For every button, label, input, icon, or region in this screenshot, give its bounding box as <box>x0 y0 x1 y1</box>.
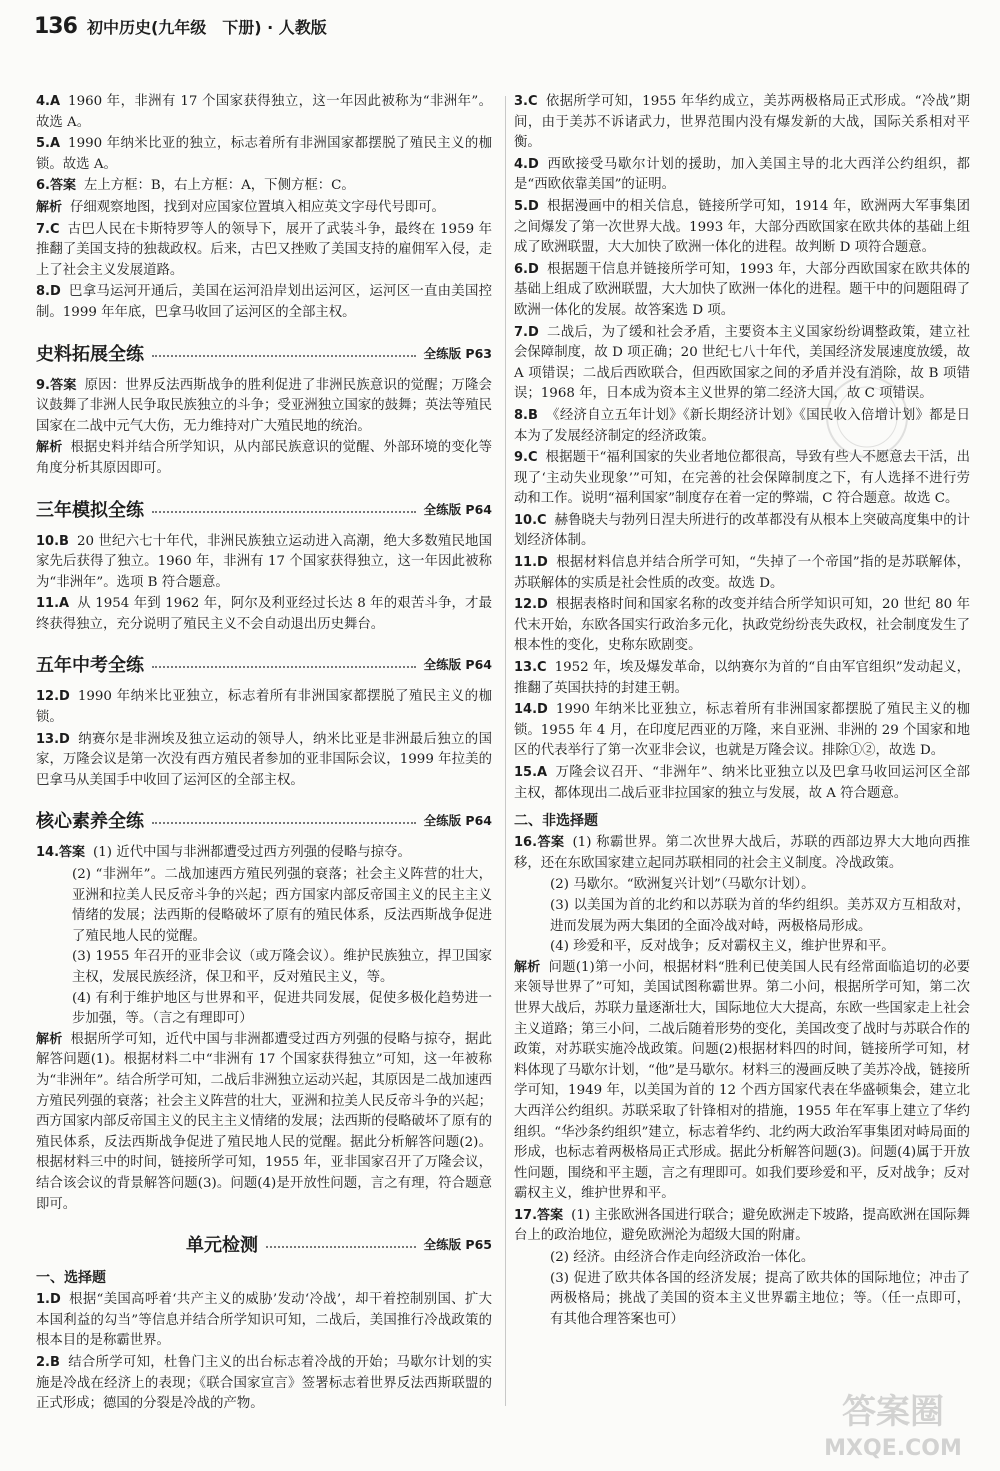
answer-number: 解析 <box>514 959 541 975</box>
answer-text: (3) 1955 年召开的亚非会议（或万隆会议）。维护民族独立，捍卫国家主权，发展民族经济，保卫和平，反对殖民主义，等。 <box>72 949 492 985</box>
answer-entry <box>36 438 492 479</box>
answer-text: 古巴人民在卡斯特罗等人的领导下，展开了武装斗争，最终在 1959 年推翻了美国支持的独裁政权。后来，古巴又挫败了美国支持的雇佣军入侵，走上了社会主义发展道路。 <box>36 221 492 278</box>
page-header <box>34 8 327 44</box>
answer-text: 问题(1)第一小问，根据材料“胜利已使美国人民有经常面临追切的必要来领导世界了”可知，美国试图称霸世界。第二小问，根据所学可知，第二次世界大战后，苏联力量逐渐壮大，国际地位大大提高，东欧一些国家走上社会主义道路；第三小问，二战后随着形势的变化，美国改变了战时与苏联合作的政策，对苏联实施冷战政策。问题(2)根据材料四的时间，链接所学可知，材料体现了马歇尔计划，“他”是马歇尔。材料三的漫画反映了美苏冷战，链接所学可知，1949 年，以美国为首的 12 个西方国家代表在华盛顿集会，建立北大西洋公约组织。苏联采取了针锋相对的措施，1955 年在军事上建立了华约组织。“华沙条约组织”建立，标志着华约、北约两大政治军事集团对峙局面的形成，也标志着两极格局正式形成。据此分析解答问题(3)。问题(4)属于开放性问题，围绕和平主题，言之有理即可。如我们要珍爱和平，反对战争；反对霸权主义，维护世界和平。 <box>514 959 970 1202</box>
answer-text: (3) 以美国为首的北约和以苏联为首的华约组织。美苏双方互相敌对，进而发展为两大集团的全面冷战对峙，两极格局形成。 <box>550 897 970 934</box>
answer-entry <box>514 595 970 657</box>
answer-entry <box>514 896 970 937</box>
section-ref: 全练版 P64 <box>423 657 492 673</box>
answer-text: 1952 年，埃及爆发革命，以纳赛尔为首的“自由军官组织”发动起义，推翻了英国扶持的封建王朝。 <box>514 660 970 696</box>
answer-number: 13.D <box>36 731 70 747</box>
answer-number: 解析 <box>36 199 63 215</box>
question-16-answer <box>514 833 970 1205</box>
answer-number: 3.C <box>514 94 538 109</box>
dotted-leader <box>152 511 416 513</box>
section-title: 三年模拟全练 <box>36 499 144 521</box>
section-ref: 全练版 P63 <box>423 345 492 361</box>
answer-entry <box>36 687 492 728</box>
answer-number: 5.A <box>36 136 61 152</box>
answer-text: 根据漫画中的相关信息，链接所学可知，1914 年，欧洲两大军事集团之间爆发了第一次世界大战。1993 年，大部分西欧国家在欧共体的基础上组成了欧洲联盟，大大加快了欧洲一体化的进程。故判断 D 项符合题意。 <box>514 198 970 256</box>
answer-text: 仔细观察地图，找到对应国家位置填入相应英文字母代号即可。 <box>70 199 445 215</box>
answer-entry <box>514 763 970 804</box>
answer-text: 西欧接受马歇尔计划的援助，加入美国主导的北大西洋公约组织，都是“西欧依靠美国”的证明。 <box>514 156 970 193</box>
answer-text: 万隆会议召开、“非洲年”、纳米比亚独立以及巴拿马收回运河区全部主权，都体现出二战后亚非拉国家的独立与发展，故 A 符合题意。 <box>514 765 970 801</box>
answer-entry <box>36 1290 492 1352</box>
answer-entry <box>36 594 492 635</box>
answers-lesson <box>36 92 492 324</box>
answer-text: (2) 马歇尔。“欧洲复兴计划”（马歇尔计划）。 <box>550 877 815 893</box>
answer-text: 根据所学可知，近代中国与非洲都遭受过西方列强的侵略与掠夺，据此解答问题(1)。根据材料二中“非洲有 17 个国家获得独立”可知，这一年被称为“非洲年”。结合所学可知，二战后非洲独立运动兴起，其原因是二战加速西方殖民列强的衰落；社会主义阵营的壮大，亚洲和拉美人民反帝斗争的兴起；西方国家内部反帝国主义的民主主义情绪的发展；法西斯的侵略破坏了原有的殖民体系，反法西斯战争促进了殖民地人民的觉醒。据此分析解答问题(2)。根据材料三中的时间，链接所学可知，1955 年，亚非国家召开了万隆会议，结合该会议的背景解答问题(3)。问题(4)是开放性问题，言之有理，符合题意即可。 <box>36 1031 492 1212</box>
section-title: 核心素养全练 <box>36 811 144 833</box>
answer-number: 16.答案 <box>514 835 565 851</box>
section-header-danyuan <box>36 1227 492 1261</box>
answer-number: 14.D <box>514 702 548 718</box>
answer-entry <box>36 1030 492 1215</box>
answer-number: 11.A <box>36 596 70 612</box>
answer-entry <box>514 1206 970 1247</box>
answer-text: 根据题干信息并链接所学可知，1993 年，大部分西欧国家在欧共体的基础上组成了欧洲联盟，大大加快了欧洲一体化的进程。题干中的问题阻碍了欧洲一体化的发展。故答案选 D 项。 <box>514 261 970 318</box>
answer-number: 14.答案 <box>36 845 86 861</box>
answer-text: 20 世纪六七十年代，非洲民族独立运动进入高潮，绝大多数殖民地国家先后获得了独立。1960 年，非洲有 17 个国家获得独立，这一年因此被称为“非洲年”。选项 B 符合题意。 <box>36 533 492 590</box>
answer-entry <box>514 658 970 699</box>
answer-number: 7.C <box>36 221 60 237</box>
answer-text: 赫鲁晓夫与勃列日涅夫所进行的改革都没有从根本上突破高度集中的计划经济体制。 <box>514 512 970 549</box>
answer-text: 原因：世界反法西斯战争的胜利促进了非洲民族意识的觉醒；万隆会议鼓舞了非洲人民争取民族独立的斗争；受亚洲独立国家的鼓舞；英法等殖民国家在二战中元气大伤，无力维持对广大殖民地的统治。 <box>36 377 493 434</box>
answer-entry <box>36 198 492 219</box>
wunian-answers <box>36 687 492 791</box>
answer-text: (4) 珍爱和平，反对战争；反对霸权主义，维护世界和平。 <box>550 939 895 955</box>
section-ref: 全练版 P64 <box>423 501 492 517</box>
answer-number: 5.D <box>514 198 539 214</box>
answer-number: 解析 <box>36 440 63 456</box>
book-title: 初中历史(九年级 下册) · 人教版 <box>86 17 327 37</box>
answer-text: 根据“美国高呼着‘共产主义的威胁’发动‘冷战’，却干着控制别国、扩大本国利益的勾当”等信息并结合所学知识可知，二战后，美国推行冷战政策的根本目的是称霸世界。 <box>36 1292 492 1349</box>
answer-text: (2) “非洲年”。二战加速西方殖民列强的衰落；社会主义阵营的壮大，亚洲和拉美人民反帝斗争的兴起；西方国家内部反帝国主义的民主主义情绪的发展；法西斯的侵略破坏了原有的殖民体系，反法西斯战争促进了殖民地人民的觉醒。 <box>72 867 492 944</box>
answer-entry <box>36 843 492 864</box>
answer-entry <box>36 134 492 175</box>
answer-number: 1.D <box>36 1292 61 1308</box>
answer-text: 根据史料并结合所学知识，从内部民族意识的觉醒、外部环境的变化等角度分析其原因即可。 <box>36 440 492 476</box>
answer-number: 2.B <box>36 1354 60 1370</box>
answer-number: 12.D <box>36 689 70 705</box>
answer-entry <box>514 937 970 958</box>
answer-number: 6.答案 <box>36 178 76 194</box>
answer-number: 4.D <box>514 156 539 172</box>
section-header-sannian <box>36 492 492 526</box>
section-ref: 全练版 P65 <box>423 1237 492 1253</box>
section-title: 史料拓展全练 <box>36 343 144 365</box>
answer-entry <box>514 700 970 762</box>
answer-text: 结合所学可知，杜鲁门主义的出台标志着冷战的开始；马歇尔计划的实施是冷战在经济上的表现；《联合国家宣言》签署标志着世界反法西斯联盟的正式形成；德国的分裂是冷战的产物。 <box>36 1354 492 1412</box>
answer-number: 9.C <box>514 450 538 466</box>
answer-text: 从 1954 年到 1962 年，阿尔及利亚经过长达 8 年的艰苦斗争，才最终获得独立，充分说明了殖民主义不会自动退出历史舞台。 <box>36 596 492 632</box>
answer-entry <box>36 532 492 594</box>
answer-text: 根据题干“福利国家的失业者地位都很高，导致有些人不愿意去干活，出现了‘主动失业现象’”可知，在完善的社会保障制度之下，有人选择不进行劳动和工作。说明“福利国家”制度存在着一定的弊端，C 符合题意。故选 C。 <box>514 450 970 507</box>
answer-entry <box>514 1269 970 1331</box>
watermark-brand: 答案圈 <box>842 1392 944 1432</box>
answer-text: 1960 年，非洲有 17 个国家获得独立，这一年因此被称为“非洲年”。故选 A。 <box>36 94 492 130</box>
answer-number: 7.D <box>514 324 539 340</box>
page-number: 136 <box>34 13 77 39</box>
answer-text: 巴拿马运河开通后，美国在运河沿岸划出运河区，运河区一直由美国控制。1999 年年底，巴拿马收回了运河区的全部主权。 <box>36 284 492 320</box>
column-divider <box>505 96 506 1406</box>
section-header-hexin <box>36 803 492 837</box>
answer-entry <box>36 947 492 988</box>
dotted-leader <box>152 355 416 357</box>
answer-text: 1990 年纳米比亚的独立，标志着所有非洲国家都摆脱了殖民主义的枷锁。故选 A。 <box>36 136 492 172</box>
answer-text: 根据表格时间和国家名称的改变并结合所学知识可知，20 世纪 80 年代末开始，东欧各国实行政治多元化，执政党纷纷丧失政权，社会制度发生了根本性的变化，史称东欧剧变。 <box>514 597 970 654</box>
answer-entry <box>514 92 970 154</box>
answer-entry <box>514 260 970 322</box>
answer-entry <box>514 1248 970 1269</box>
answer-text: 二战后，为了缓和社会矛盾，主要资本主义国家纷纷调整政策，建立社会保障制度，故 D 项正确；20 世纪七八十年代，美国经济发展速度放缓，故 A 项错误；二战后西欧联合，但西欧国家之间的矛盾并没有消除，故 B 项错误；1968 年，日本成为资本主义世界的第二经济大国，故 C 项错误。 <box>514 324 970 402</box>
faint-stamp-graphic <box>822 372 912 462</box>
question-17-answer <box>514 1206 970 1331</box>
answer-number: 6.D <box>514 261 539 277</box>
answer-entry <box>36 730 492 792</box>
answer-entry <box>36 865 492 947</box>
answer-text: (1) 近代中国与非洲都遭受过西方列强的侵略与掠夺。 <box>93 845 411 861</box>
hexin-answers <box>36 843 492 1215</box>
answer-entry <box>36 282 492 323</box>
section-header-wunian <box>36 647 492 681</box>
dotted-leader <box>152 822 416 824</box>
answer-entry <box>514 511 970 552</box>
answer-text: 根据材料信息并结合所学可知，“失掉了一个帝国”指的是苏联解体，苏联解体的实质是社会性质的改变。故选 D。 <box>514 555 970 591</box>
answer-number: 15.A <box>514 765 548 780</box>
answer-text: (3) 促进了欧共体各国的经济发展；提高了欧共体的国际地位；冲击了两极格局；挑战了美国的资本主义世界霸主地位；等。（任一点即可，有其他合理答案也可） <box>550 1270 970 1327</box>
answer-entry <box>36 376 492 438</box>
answer-entry <box>36 989 492 1030</box>
answer-entry <box>36 220 492 282</box>
answer-number: 10.B <box>36 533 69 549</box>
answer-text: (1) 主张欧洲各国进行联合；避免欧洲走下坡路，提高欧洲在国际舞台上的政治地位，避免欧洲沦为超级大国的附庸。 <box>514 1207 970 1244</box>
answer-text: (4) 有利于维护地区与世界和平，促进共同发展，促使多极化趋势进一步加强，等。（言之有理即可） <box>72 990 492 1027</box>
section-title: 五年中考全练 <box>36 655 144 677</box>
dotted-leader <box>152 666 416 668</box>
section-header-shiliao <box>36 336 492 370</box>
answer-text: 左上方框：B，右上方框：A，下侧方框：C。 <box>83 178 355 194</box>
answer-number: 8.D <box>36 284 61 300</box>
answer-text: 纳赛尔是非洲埃及独立运动的领导人，纳米比亚是非洲最后独立的国家，万隆会议是第一次没有西方殖民者参加的亚非国际会议，1999 年拉美的巴拿马从美国手中收回了运河区的全部主权。 <box>36 731 492 788</box>
answer-entry <box>514 197 970 259</box>
answer-number: 13.C <box>514 660 547 676</box>
answer-number: 8.B <box>514 407 538 423</box>
subsection-title: 一、选择题 <box>36 1270 106 1287</box>
answer-entry <box>514 155 970 196</box>
answer-number: 9.答案 <box>36 377 77 393</box>
shiliao-answers <box>36 376 492 480</box>
danyuan-answers <box>36 1290 492 1415</box>
section-title: 单元检测 <box>186 1235 258 1257</box>
answer-number: 11.D <box>514 555 548 571</box>
right-column <box>514 92 970 1330</box>
dotted-leader <box>266 1246 416 1248</box>
answer-number: 10.C <box>514 512 547 528</box>
answer-text: 《经济自立五年计划》《新长期经济计划》《国民收入倍增计划》都是日本为了发展经济制定的经济政策。 <box>514 407 970 444</box>
answer-entry <box>36 176 492 197</box>
answer-text: 1990 年纳米比亚独立，标志着所有非洲国家都摆脱了殖民主义的枷锁。1955 年 4 月，在印度尼西亚的万隆，来自亚洲、非洲的 29 个国家和地区的代表举行了第一次亚非会议，也就是万隆会议。排除①②，故选 D。 <box>514 702 970 759</box>
answer-entry <box>514 875 970 896</box>
answer-number: 12.D <box>514 597 548 613</box>
answer-text: 1990 年纳米比亚独立，标志着所有非洲国家都摆脱了殖民主义的枷锁。 <box>36 689 492 726</box>
answer-entry <box>514 958 970 1205</box>
answer-number: 17.答案 <box>514 1207 564 1223</box>
watermark-site: MXQE.COM <box>824 1436 962 1461</box>
answer-text: (2) 经济。由经济合作走向经济政治一体化。 <box>550 1250 815 1266</box>
answer-number: 4.A <box>36 94 61 109</box>
answer-text: (1) 称霸世界。第二次世界大战后，苏联的西部边界大大地向西推移，还在东欧国家建立起同苏联相同的社会主义制度。冷战政策。 <box>514 835 970 871</box>
answer-entry <box>514 833 970 874</box>
watermark-logo <box>808 1379 978 1463</box>
answer-text: 依据所学可知，1955 年华约成立，美苏两极格局正式形成。“冷战”期间，由于美苏不诉诸武力，世界范围内没有爆发新的大战，国际关系相对平衡。 <box>514 94 970 151</box>
sannian-answers <box>36 532 492 636</box>
left-column <box>36 92 492 1416</box>
answer-number: 解析 <box>36 1031 63 1047</box>
answer-entry <box>514 553 970 594</box>
answer-entry <box>36 92 492 133</box>
section-ref: 全练版 P64 <box>423 813 492 829</box>
subsection-title: 二、非选择题 <box>514 813 598 830</box>
answer-entry <box>36 1353 492 1415</box>
